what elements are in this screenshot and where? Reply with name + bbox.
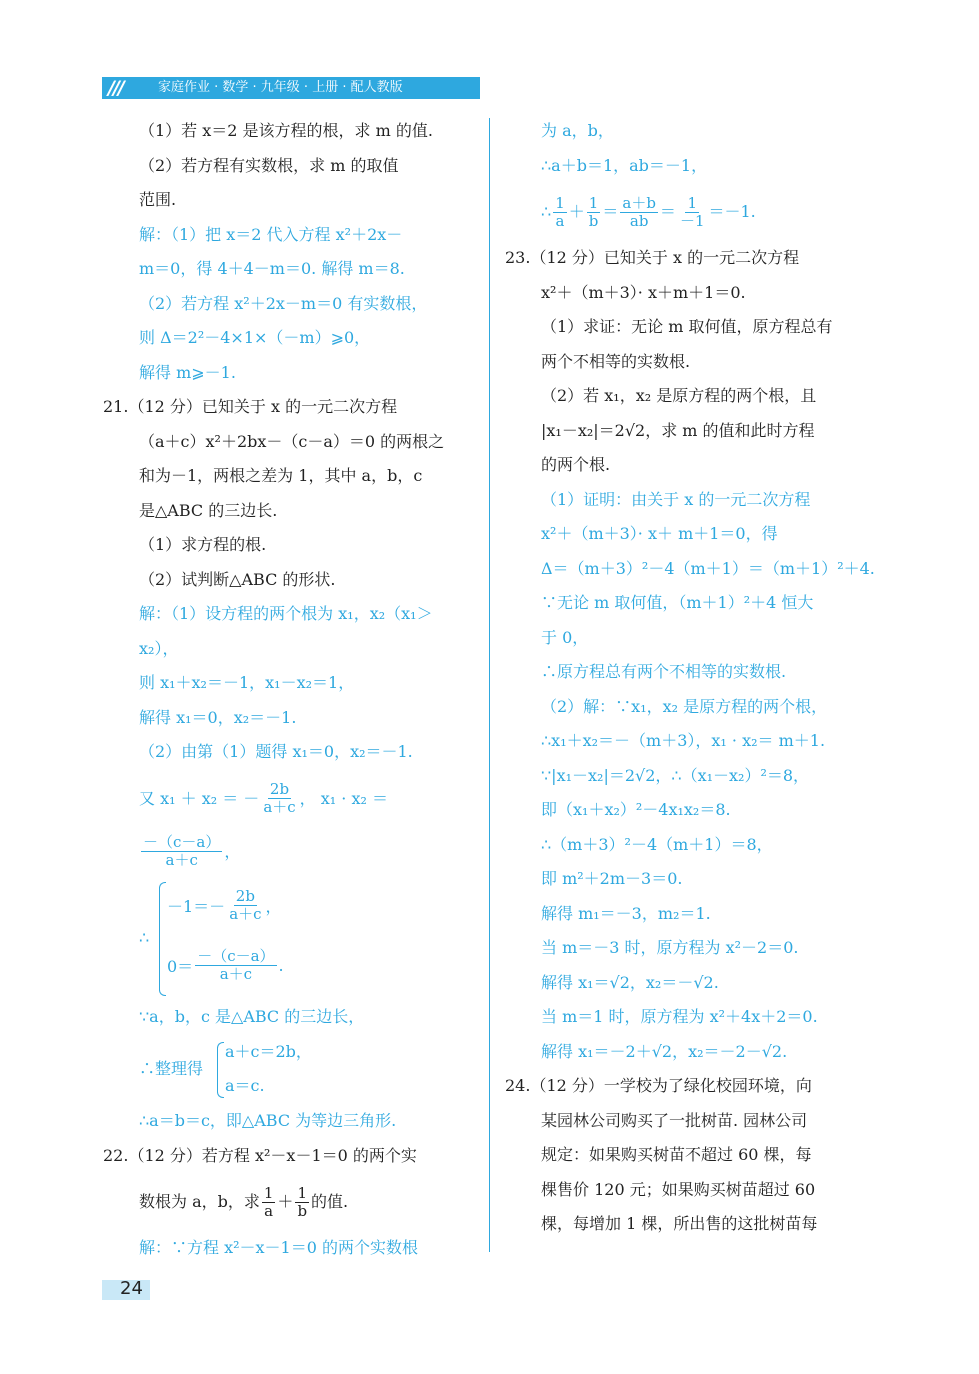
equation-text: . (278, 956, 284, 975)
text-line: |x₁－x₂|＝2√2，求 m 的值和此时方程 (541, 420, 815, 440)
solution-line: Δ＝（m＋3）²－4（m＋1）＝（m＋1）²＋4. (541, 558, 875, 578)
brace-bracket (217, 1042, 224, 1098)
solution-line: 即（x₁＋x₂）²－4x₁x₂＝8. (541, 800, 731, 819)
equation-text: ＝ (602, 202, 619, 221)
equation-text: ＝－1. (708, 202, 756, 221)
solution-line: 解得 m⩾－1. (139, 362, 236, 382)
fraction (261, 781, 297, 816)
fraction (678, 195, 707, 230)
text-line: 棵，每增加 1 棵，所出售的这批树苗每 (541, 1214, 818, 1233)
text-line: （1）求方程的根. (139, 535, 267, 554)
fraction-denominator: a＋c (229, 905, 262, 923)
equation-text: 的值. (311, 1192, 349, 1211)
fraction (195, 948, 276, 983)
solution-line: x²＋（m＋3）· x＋ m＋1＝0，得 (541, 524, 778, 543)
system-row-2: a＝c. (225, 1076, 265, 1095)
text-line: 和为－1，两根之差为 1，其中 a，b，c (139, 466, 423, 485)
system-row-1: a＋c＝2b， (225, 1042, 312, 1061)
equation-text: ＋ (568, 202, 585, 221)
system-row-1 (167, 880, 282, 932)
fraction-numerator: 1 (687, 193, 697, 212)
text-line: 的两个根. (541, 455, 611, 474)
solution-line: ∴原方程总有两个不相等的实数根. (541, 662, 787, 681)
equation-text: 又 x₁ ＋ x₂ ＝ － (139, 788, 260, 808)
equation-text: ＝ (659, 202, 676, 221)
fraction (620, 195, 658, 230)
fraction-denominator: ab (629, 211, 649, 230)
solution-line: 于 0， (541, 627, 589, 647)
text-line: （1）若 x＝2 是该方程的根，求 m 的值. (139, 121, 433, 140)
header-slashes: /// (108, 77, 123, 99)
fraction (141, 834, 222, 869)
equation-text: －1＝－ (167, 897, 226, 916)
solution-line: （2）由第（1）题得 x₁＝0，x₂＝－1. (139, 742, 413, 761)
equation-text: ∴ (541, 202, 552, 221)
fraction (553, 195, 567, 230)
simplify-label: ∴整理得 (139, 1059, 204, 1078)
solution-line: m＝0，得 4＋4－m＝0. 解得 m＝8. (139, 259, 405, 278)
text-line: （2）试判断△ABC 的形状. (139, 569, 336, 589)
solution-line: ∴（m＋3）²－4（m＋1）＝8， (541, 834, 773, 854)
solution-line: ∴a＝b＝c，即△ABC 为等边三角形. (139, 1111, 397, 1130)
fraction-numerator: －（c－a） (143, 833, 221, 851)
solution-equation-line (505, 183, 877, 241)
solution-line: 为 a，b， (541, 121, 614, 140)
equation-system (103, 1034, 475, 1104)
question-24-line: 24.（12 分）一学校为了绿化校园环境，向 (505, 1076, 812, 1095)
text-line: 规定：如果购买树苗不超过 60 棵，每 (541, 1145, 812, 1164)
solution-line: ∵无论 m 取何值，（m＋1）²＋4 恒大 (541, 593, 814, 612)
solution-line: 解得 x₁＝√2，x₂＝－√2. (541, 972, 719, 992)
fraction-denominator: a＋c (219, 965, 253, 983)
solution-line: （2）若方程 x²＋2x－m＝0 有实数根， (139, 293, 428, 313)
equation-text: ， (224, 841, 241, 861)
equation-text: ， (265, 897, 282, 916)
solution-line: 则 Δ＝2²－4×1×（－m）⩾0， (139, 328, 371, 347)
text-line: 某园林公司购买了一批树苗. 园林公司 (541, 1110, 808, 1130)
right-column (505, 114, 877, 1242)
fraction-denominator: a＋c (165, 851, 198, 869)
fraction (295, 1185, 309, 1220)
solution-line: 解得 m₁＝－3，m₂＝1. (541, 903, 711, 923)
solution-line: x₂）， (139, 638, 179, 658)
text-line: （2）若方程有实数根，求 m 的取值 (139, 155, 399, 175)
system-row-2 (167, 940, 284, 992)
fraction-numerator: a＋b (622, 193, 656, 212)
fraction-denominator: b (297, 1201, 308, 1220)
solution-line: ∴a＋b＝1，ab＝－1， (541, 155, 708, 175)
solution-line: ∵a，b，c 是△ABC 的三边长， (139, 1006, 365, 1026)
solution-line: 解：（1）把 x＝2 代入方程 x²＋2x－ (139, 224, 403, 244)
equation-text: 0＝ (167, 957, 194, 976)
header-banner (102, 77, 480, 99)
fraction (262, 1185, 276, 1220)
equation-text: ＋ (277, 1192, 294, 1211)
fraction-numerator: 2b (269, 780, 290, 798)
page-number: 24 (120, 1278, 143, 1299)
text-line: （1）求证：无论 m 取何值，原方程总有 (541, 317, 833, 336)
fraction-numerator: 1 (263, 1183, 274, 1202)
solution-equation-line (103, 828, 475, 876)
solution-line: ∴x₁＋x₂＝－（m＋3），x₁ · x₂＝ m＋1. (541, 731, 826, 750)
fraction-denominator: b (588, 211, 599, 230)
fraction-numerator: 1 (555, 193, 565, 212)
solution-line: 当 m＝1 时，原方程为 x²＋4x＋2＝0. (541, 1007, 818, 1026)
equation-text: ， x₁ · x₂ ＝ (299, 788, 388, 808)
equation-system (103, 876, 475, 1000)
fraction-denominator: －1 (679, 211, 705, 230)
fraction-denominator: a (555, 211, 565, 230)
fraction-numerator: －（c－a） (197, 947, 275, 965)
therefore-symbol: ∴ (139, 927, 150, 947)
text-line: （2）若 x₁，x₂ 是原方程的两个根，且 (541, 386, 817, 405)
text-line: 两个不相等的实数根. (541, 351, 691, 371)
fraction-numerator: 2b (235, 887, 255, 905)
text-line: x²＋（m＋3）· x＋m＋1＝0. (541, 282, 746, 302)
brace-bracket (159, 882, 166, 996)
solution-line: ∵|x₁－x₂|＝2√2，∴（x₁－x₂）²＝8， (541, 765, 810, 785)
fraction-denominator: a＋c (263, 798, 296, 816)
text-line: 棵售价 120 元；如果购买树苗超过 60 (541, 1179, 816, 1199)
solution-equation-line (103, 770, 475, 828)
solution-line: 解：（1）设方程的两个根为 x₁，x₂（x₁＞ (139, 604, 433, 623)
left-column (103, 114, 475, 1266)
solution-line: 则 x₁＋x₂＝－1，x₁－x₂＝1， (139, 673, 355, 692)
question-23-line: 23.（12 分）已知关于 x 的一元二次方程 (505, 248, 800, 267)
fraction-numerator: 1 (588, 193, 599, 212)
fraction (587, 195, 601, 230)
fraction (227, 888, 263, 923)
question-22-line: 22.（12 分）若方程 x²－x－1＝0 的两个实 (103, 1145, 417, 1165)
equation-text: 数根为 a，b，求 (139, 1192, 260, 1211)
question-equation-line (103, 1173, 475, 1231)
fraction-denominator: a (264, 1201, 274, 1220)
header-title: 家庭作业 · 数学 · 九年级 · 上册 · 配人教版 (158, 80, 403, 95)
solution-line: 当 m＝－3 时，原方程为 x²－2＝0. (541, 938, 799, 957)
solution-line: 解：∵方程 x²－x－1＝0 的两个实数根 (139, 1238, 418, 1257)
column-divider (489, 118, 490, 1252)
text-line: （a＋c）x²＋2bx－（c－a）＝0 的两根之 (139, 431, 445, 451)
solution-line: 解得 x₁＝0，x₂＝－1. (139, 707, 297, 727)
solution-line: 即 m²＋2m－3＝0. (541, 869, 683, 888)
fraction-numerator: 1 (297, 1183, 308, 1202)
question-21-line: 21.（12 分）已知关于 x 的一元二次方程 (103, 397, 398, 416)
solution-line: （2）解：∵x₁，x₂ 是原方程的两个根， (541, 696, 828, 716)
solution-line: （1）证明：由关于 x 的一元二次方程 (541, 489, 811, 509)
solution-line: 解得 x₁＝－2＋√2，x₂＝－2－√2. (541, 1041, 788, 1061)
text-line: 范围. (139, 190, 177, 209)
text-line: 是△ABC 的三边长. (139, 500, 278, 520)
